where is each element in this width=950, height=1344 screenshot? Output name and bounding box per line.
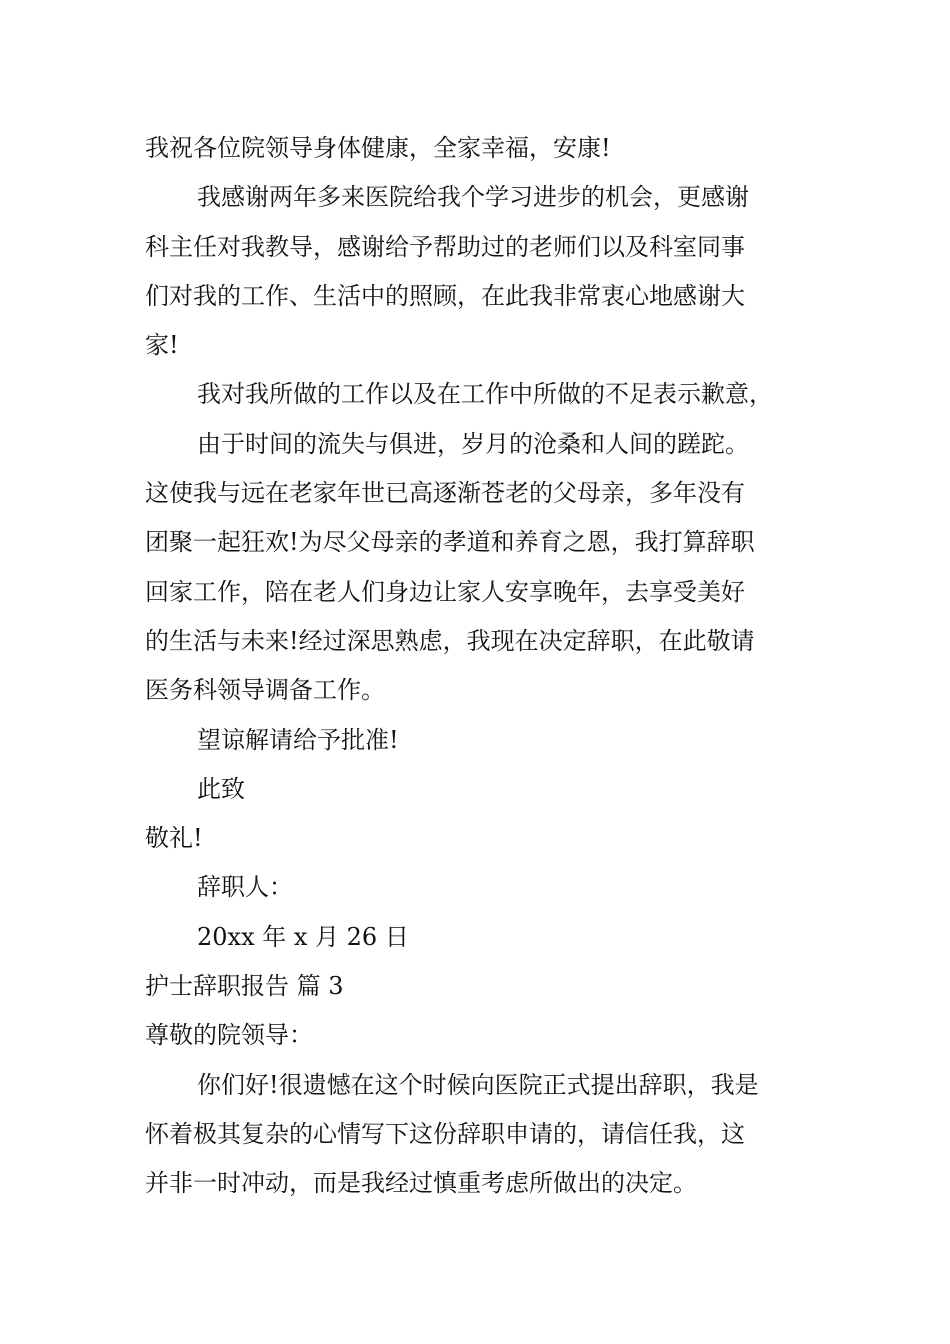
text-line: 护士辞职报告 篇 3 bbox=[145, 972, 344, 1001]
text-line: 们对我的工作、生活中的照顾，在此我非常衷心地感谢大 bbox=[145, 281, 745, 310]
text-line: 家! bbox=[145, 331, 179, 360]
text-line: 这使我与远在老家年世已高逐渐苍老的父母亲，多年没有 bbox=[145, 479, 745, 508]
text-line: 尊敬的院领导： bbox=[145, 1021, 313, 1050]
text-line: 团聚一起狂欢!为尽父母亲的孝道和养育之恩，我打算辞职 bbox=[145, 528, 755, 557]
text-line: 敬礼! bbox=[145, 824, 203, 853]
text-line: 科主任对我教导，感谢给予帮助过的老师们以及科室同事 bbox=[145, 232, 745, 261]
text-line: 20xx 年 x 月 26 日 bbox=[197, 922, 409, 951]
text-line: 辞职人： bbox=[197, 873, 293, 902]
text-line: 怀着极其复杂的心情写下这份辞职申请的，请信任我，这 bbox=[145, 1119, 745, 1148]
text-line: 望谅解请给予批准! bbox=[197, 725, 399, 754]
text-line: 你们好!很遗憾在这个时候向医院正式提出辞职，我是 bbox=[197, 1070, 759, 1099]
text-line: 医务科领导调备工作。 bbox=[145, 676, 385, 705]
document-body bbox=[145, 124, 810, 1209]
text-line: 我祝各位院领导身体健康，全家幸福，安康! bbox=[145, 134, 611, 162]
text-line: 由于时间的流失与俱进，岁月的沧桑和人间的蹉跎。 bbox=[197, 429, 749, 458]
text-line: 回家工作，陪在老人们身边让家人安享晚年，去享受美好 bbox=[145, 577, 745, 606]
text-line: 的生活与未来!经过深思熟虑，我现在决定辞职，在此敬请 bbox=[145, 626, 755, 655]
text-line: 我感谢两年多来医院给我个学习进步的机会，更感谢 bbox=[197, 183, 749, 212]
text-line: 此致 bbox=[197, 774, 245, 803]
text-line: 我对我所做的工作以及在工作中所做的不足表示歉意， bbox=[197, 380, 773, 409]
text-line: 并非一时冲动，而是我经过慎重考虑所做出的决定。 bbox=[145, 1169, 697, 1198]
